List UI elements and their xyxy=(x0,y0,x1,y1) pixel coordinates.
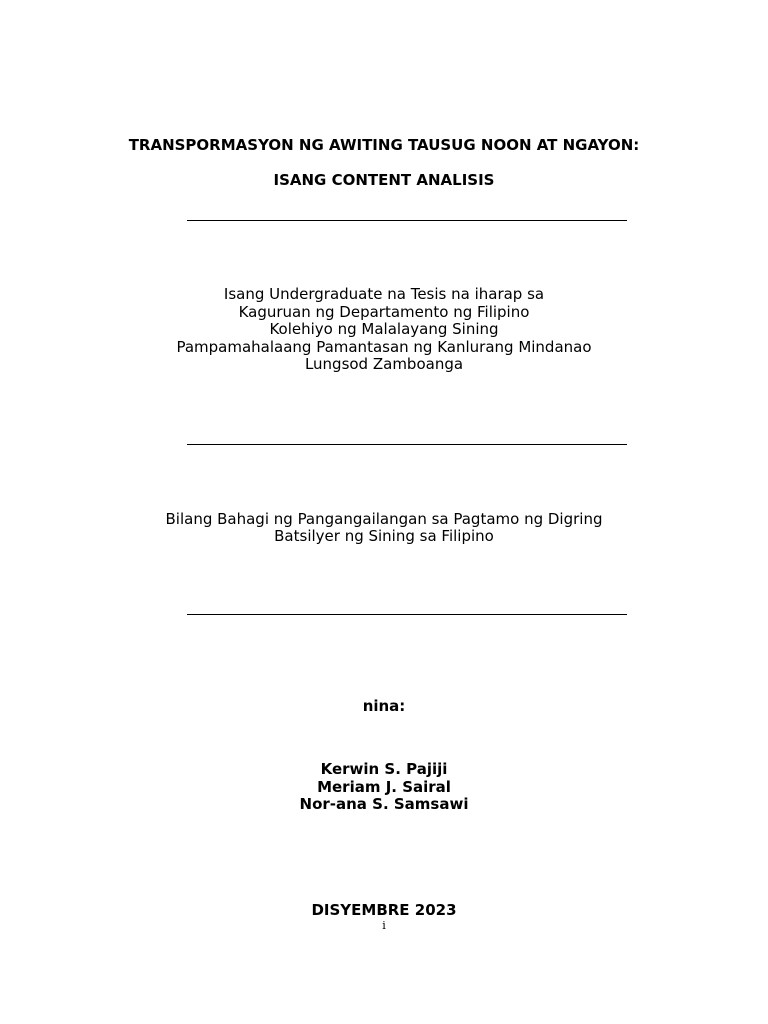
authors-label: nina: xyxy=(362,697,406,715)
divider-rule xyxy=(187,220,627,221)
author-name: Kerwin S. Pajiji xyxy=(320,760,448,778)
submission-line-1: Isang Undergraduate na Tesis na iharap sa xyxy=(223,285,545,303)
thesis-title-line-1: TRANSPORMASYON NG AWITING TAUSUG NOON AT NGAYON: xyxy=(128,136,640,154)
submission-line-4: Pampamahalaang Pamantasan ng Kanlurang Mindanao xyxy=(176,338,592,356)
submission-line-3: Kolehiyo ng Malalayang Sining xyxy=(269,320,499,338)
requirement-line-2: Batsilyer ng Sining sa Filipino xyxy=(274,527,494,545)
divider-rule xyxy=(187,614,627,615)
author-name: Nor-ana S. Samsawi xyxy=(299,795,469,813)
page-number: i xyxy=(382,919,386,932)
submission-line-5: Lungsod Zamboanga xyxy=(304,355,464,373)
divider-rule xyxy=(187,444,627,445)
thesis-title-line-2: ISANG CONTENT ANALISIS xyxy=(273,171,495,189)
submission-date: DISYEMBRE 2023 xyxy=(311,901,457,919)
submission-line-2: Kaguruan ng Departamento ng Filipino xyxy=(238,303,530,321)
requirement-line-1: Bilang Bahagi ng Pangangailangan sa Pagtamo ng Digring xyxy=(165,510,603,528)
author-name: Meriam J. Sairal xyxy=(317,778,451,796)
